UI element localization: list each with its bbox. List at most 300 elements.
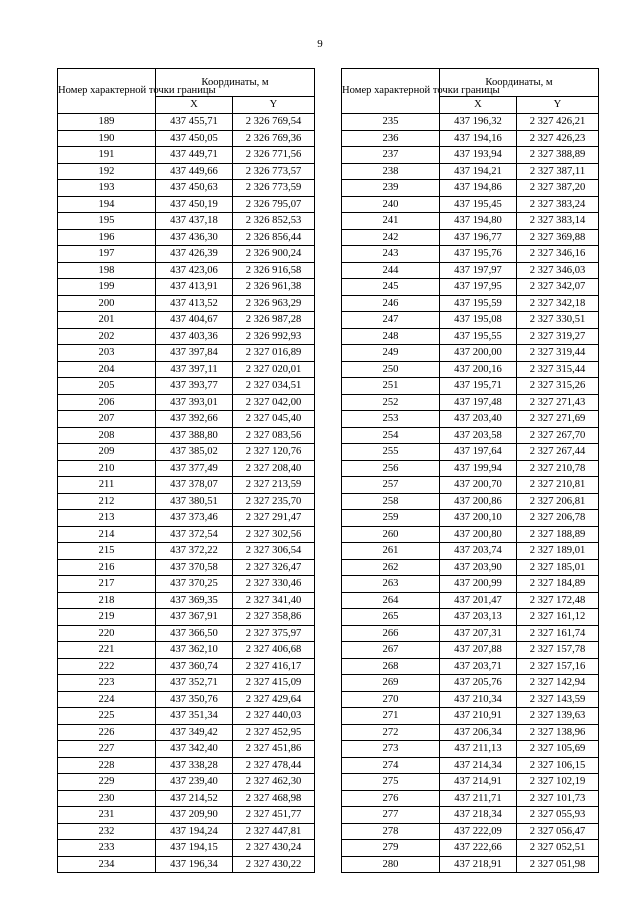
point-number-cell: 259 — [342, 510, 440, 527]
table-row — [342, 510, 599, 527]
point-number-cell: 191 — [58, 147, 156, 164]
point-number-cell: 225 — [58, 708, 156, 725]
x-coordinate-cell: 437 450,05 — [156, 130, 233, 147]
point-number-cell: 193 — [58, 180, 156, 197]
x-coordinate-cell: 437 197,48 — [440, 394, 517, 411]
x-coordinate-cell: 437 373,46 — [156, 510, 233, 527]
point-number-cell: 243 — [342, 246, 440, 263]
table-row — [342, 642, 599, 659]
table-row — [342, 378, 599, 395]
point-number-cell: 277 — [342, 807, 440, 824]
table-body-right — [342, 114, 599, 873]
table-row — [58, 691, 315, 708]
x-coordinate-cell: 437 197,97 — [440, 262, 517, 279]
table-row — [342, 295, 599, 312]
y-coordinate-cell: 2 327 315,44 — [517, 361, 599, 378]
x-coordinate-cell: 437 195,45 — [440, 196, 517, 213]
x-coordinate-cell: 437 369,35 — [156, 592, 233, 609]
point-number-cell: 255 — [342, 444, 440, 461]
table-row — [342, 741, 599, 758]
y-coordinate-cell: 2 327 451,77 — [233, 807, 315, 824]
x-coordinate-cell: 437 436,30 — [156, 229, 233, 246]
point-number-cell: 190 — [58, 130, 156, 147]
point-number-cell: 211 — [58, 477, 156, 494]
y-coordinate-cell: 2 327 342,18 — [517, 295, 599, 312]
x-coordinate-cell: 437 423,06 — [156, 262, 233, 279]
table-row — [342, 576, 599, 593]
y-coordinate-cell: 2 327 139,63 — [517, 708, 599, 725]
x-coordinate-cell: 437 380,51 — [156, 493, 233, 510]
table-row — [342, 724, 599, 741]
point-number-cell: 256 — [342, 460, 440, 477]
x-coordinate-cell: 437 378,07 — [156, 477, 233, 494]
table-row — [58, 444, 315, 461]
x-coordinate-cell: 437 200,10 — [440, 510, 517, 527]
y-coordinate-cell: 2 327 387,20 — [517, 180, 599, 197]
table-row — [58, 427, 315, 444]
y-coordinate-cell: 2 327 426,21 — [517, 114, 599, 131]
y-coordinate-cell: 2 327 271,43 — [517, 394, 599, 411]
header-point-number: Номер характерной точки границы — [58, 69, 156, 114]
x-coordinate-cell: 437 196,77 — [440, 229, 517, 246]
y-coordinate-cell: 2 327 388,89 — [517, 147, 599, 164]
point-number-cell: 279 — [342, 840, 440, 857]
table-row — [342, 658, 599, 675]
y-coordinate-cell: 2 327 415,09 — [233, 675, 315, 692]
y-coordinate-cell: 2 327 306,54 — [233, 543, 315, 560]
table-row — [58, 774, 315, 791]
point-number-cell: 245 — [342, 279, 440, 296]
y-coordinate-cell: 2 327 267,44 — [517, 444, 599, 461]
table-row — [58, 708, 315, 725]
table-row — [58, 262, 315, 279]
table-row — [58, 163, 315, 180]
point-number-cell: 232 — [58, 823, 156, 840]
point-number-cell: 257 — [342, 477, 440, 494]
table-row — [342, 130, 599, 147]
table-row — [342, 246, 599, 263]
x-coordinate-cell: 437 211,71 — [440, 790, 517, 807]
y-coordinate-cell: 2 327 185,01 — [517, 559, 599, 576]
table-row — [342, 411, 599, 428]
y-coordinate-cell: 2 327 157,16 — [517, 658, 599, 675]
point-number-cell: 274 — [342, 757, 440, 774]
y-coordinate-cell: 2 327 315,26 — [517, 378, 599, 395]
x-coordinate-cell: 437 200,16 — [440, 361, 517, 378]
table-row — [342, 691, 599, 708]
point-number-cell: 215 — [58, 543, 156, 560]
point-number-cell: 235 — [342, 114, 440, 131]
y-coordinate-cell: 2 327 016,89 — [233, 345, 315, 362]
point-number-cell: 223 — [58, 675, 156, 692]
y-coordinate-cell: 2 327 105,69 — [517, 741, 599, 758]
x-coordinate-cell: 437 218,91 — [440, 856, 517, 873]
point-number-cell: 219 — [58, 609, 156, 626]
x-coordinate-cell: 437 370,25 — [156, 576, 233, 593]
x-coordinate-cell: 437 207,88 — [440, 642, 517, 659]
point-number-cell: 242 — [342, 229, 440, 246]
table-row — [342, 427, 599, 444]
x-coordinate-cell: 437 367,91 — [156, 609, 233, 626]
y-coordinate-cell: 2 327 142,94 — [517, 675, 599, 692]
point-number-cell: 207 — [58, 411, 156, 428]
point-number-cell: 221 — [58, 642, 156, 659]
point-number-cell: 198 — [58, 262, 156, 279]
y-coordinate-cell: 2 327 330,46 — [233, 576, 315, 593]
x-coordinate-cell: 437 210,91 — [440, 708, 517, 725]
y-coordinate-cell: 2 327 369,88 — [517, 229, 599, 246]
y-coordinate-cell: 2 327 387,11 — [517, 163, 599, 180]
point-number-cell: 218 — [58, 592, 156, 609]
table-row — [342, 592, 599, 609]
header-x: X — [440, 97, 517, 114]
point-number-cell: 200 — [58, 295, 156, 312]
x-coordinate-cell: 437 413,91 — [156, 279, 233, 296]
x-coordinate-cell: 437 404,67 — [156, 312, 233, 329]
table-row — [58, 559, 315, 576]
x-coordinate-cell: 437 377,49 — [156, 460, 233, 477]
point-number-cell: 206 — [58, 394, 156, 411]
y-coordinate-cell: 2 326 773,57 — [233, 163, 315, 180]
y-coordinate-cell: 2 327 330,51 — [517, 312, 599, 329]
table-row — [58, 807, 315, 824]
x-coordinate-cell: 437 342,40 — [156, 741, 233, 758]
point-number-cell: 210 — [58, 460, 156, 477]
y-coordinate-cell: 2 327 045,40 — [233, 411, 315, 428]
table-row — [58, 477, 315, 494]
x-coordinate-cell: 437 195,08 — [440, 312, 517, 329]
x-coordinate-cell: 437 196,32 — [440, 114, 517, 131]
x-coordinate-cell: 437 206,34 — [440, 724, 517, 741]
coordinates-table-left — [57, 68, 315, 873]
table-row — [342, 163, 599, 180]
point-number-cell: 195 — [58, 213, 156, 230]
x-coordinate-cell: 437 388,80 — [156, 427, 233, 444]
x-coordinate-cell: 437 194,86 — [440, 180, 517, 197]
point-number-cell: 254 — [342, 427, 440, 444]
x-coordinate-cell: 437 338,28 — [156, 757, 233, 774]
point-number-cell: 272 — [342, 724, 440, 741]
y-coordinate-cell: 2 326 992,93 — [233, 328, 315, 345]
table-row — [58, 114, 315, 131]
x-coordinate-cell: 437 385,02 — [156, 444, 233, 461]
y-coordinate-cell: 2 326 900,24 — [233, 246, 315, 263]
y-coordinate-cell: 2 326 961,38 — [233, 279, 315, 296]
table-row — [58, 543, 315, 560]
point-number-cell: 220 — [58, 625, 156, 642]
point-number-cell: 214 — [58, 526, 156, 543]
point-number-cell: 229 — [58, 774, 156, 791]
y-coordinate-cell: 2 326 916,58 — [233, 262, 315, 279]
y-coordinate-cell: 2 327 052,51 — [517, 840, 599, 857]
table-row — [58, 394, 315, 411]
x-coordinate-cell: 437 222,66 — [440, 840, 517, 857]
y-coordinate-cell: 2 327 452,95 — [233, 724, 315, 741]
y-coordinate-cell: 2 327 055,93 — [517, 807, 599, 824]
x-coordinate-cell: 437 455,71 — [156, 114, 233, 131]
table-row — [342, 807, 599, 824]
y-coordinate-cell: 2 327 416,17 — [233, 658, 315, 675]
table-row — [58, 609, 315, 626]
table-row — [342, 196, 599, 213]
point-number-cell: 192 — [58, 163, 156, 180]
page-number: 9 — [317, 38, 323, 50]
y-coordinate-cell: 2 327 083,56 — [233, 427, 315, 444]
point-number-cell: 212 — [58, 493, 156, 510]
y-coordinate-cell: 2 326 773,59 — [233, 180, 315, 197]
x-coordinate-cell: 437 200,99 — [440, 576, 517, 593]
x-coordinate-cell: 437 214,52 — [156, 790, 233, 807]
point-number-cell: 233 — [58, 840, 156, 857]
y-coordinate-cell: 2 327 034,51 — [233, 378, 315, 395]
x-coordinate-cell: 437 239,40 — [156, 774, 233, 791]
x-coordinate-cell: 437 372,54 — [156, 526, 233, 543]
point-number-cell: 237 — [342, 147, 440, 164]
x-coordinate-cell: 437 349,42 — [156, 724, 233, 741]
point-number-cell: 226 — [58, 724, 156, 741]
y-coordinate-cell: 2 326 771,56 — [233, 147, 315, 164]
table-row — [342, 345, 599, 362]
table-row — [58, 328, 315, 345]
table-row — [58, 361, 315, 378]
point-number-cell: 265 — [342, 609, 440, 626]
table-row — [58, 213, 315, 230]
table-row — [58, 658, 315, 675]
table-row — [342, 147, 599, 164]
y-coordinate-cell: 2 327 326,47 — [233, 559, 315, 576]
x-coordinate-cell: 437 203,40 — [440, 411, 517, 428]
y-coordinate-cell: 2 327 210,78 — [517, 460, 599, 477]
x-coordinate-cell: 437 195,55 — [440, 328, 517, 345]
point-number-cell: 202 — [58, 328, 156, 345]
y-coordinate-cell: 2 327 208,40 — [233, 460, 315, 477]
point-number-cell: 230 — [58, 790, 156, 807]
point-number-cell: 258 — [342, 493, 440, 510]
point-number-cell: 227 — [58, 741, 156, 758]
point-number-cell: 209 — [58, 444, 156, 461]
table-row — [58, 196, 315, 213]
x-coordinate-cell: 437 199,94 — [440, 460, 517, 477]
y-coordinate-cell: 2 327 235,70 — [233, 493, 315, 510]
x-coordinate-cell: 437 397,84 — [156, 345, 233, 362]
table-row — [58, 526, 315, 543]
point-number-cell: 216 — [58, 559, 156, 576]
x-coordinate-cell: 437 193,94 — [440, 147, 517, 164]
point-number-cell: 217 — [58, 576, 156, 593]
y-coordinate-cell: 2 326 963,29 — [233, 295, 315, 312]
x-coordinate-cell: 437 393,01 — [156, 394, 233, 411]
table-row — [342, 114, 599, 131]
x-coordinate-cell: 437 370,58 — [156, 559, 233, 576]
x-coordinate-cell: 437 362,10 — [156, 642, 233, 659]
table-body-left — [58, 114, 315, 873]
point-number-cell: 275 — [342, 774, 440, 791]
point-number-cell: 263 — [342, 576, 440, 593]
table-row — [342, 708, 599, 725]
header-coordinates: Координаты, м — [156, 69, 315, 97]
x-coordinate-cell: 437 350,76 — [156, 691, 233, 708]
y-coordinate-cell: 2 326 987,28 — [233, 312, 315, 329]
x-coordinate-cell: 437 200,80 — [440, 526, 517, 543]
table-row — [342, 675, 599, 692]
y-coordinate-cell: 2 327 267,70 — [517, 427, 599, 444]
y-coordinate-cell: 2 327 406,68 — [233, 642, 315, 659]
table-row — [58, 460, 315, 477]
point-number-cell: 197 — [58, 246, 156, 263]
y-coordinate-cell: 2 327 271,69 — [517, 411, 599, 428]
point-number-cell: 267 — [342, 642, 440, 659]
table-row — [342, 625, 599, 642]
y-coordinate-cell: 2 327 056,47 — [517, 823, 599, 840]
point-number-cell: 247 — [342, 312, 440, 329]
table-row — [58, 378, 315, 395]
x-coordinate-cell: 437 352,71 — [156, 675, 233, 692]
point-number-cell: 241 — [342, 213, 440, 230]
table-row — [342, 526, 599, 543]
y-coordinate-cell: 2 327 358,86 — [233, 609, 315, 626]
table-row — [58, 493, 315, 510]
x-coordinate-cell: 437 450,63 — [156, 180, 233, 197]
table-row — [342, 213, 599, 230]
table-row — [342, 444, 599, 461]
table-row — [342, 757, 599, 774]
x-coordinate-cell: 437 196,34 — [156, 856, 233, 873]
x-coordinate-cell: 437 195,76 — [440, 246, 517, 263]
point-number-cell: 253 — [342, 411, 440, 428]
x-coordinate-cell: 437 392,66 — [156, 411, 233, 428]
table-row — [342, 840, 599, 857]
x-coordinate-cell: 437 393,77 — [156, 378, 233, 395]
point-number-cell: 240 — [342, 196, 440, 213]
x-coordinate-cell: 437 209,90 — [156, 807, 233, 824]
table-row — [342, 312, 599, 329]
point-number-cell: 231 — [58, 807, 156, 824]
point-number-cell: 205 — [58, 378, 156, 395]
y-coordinate-cell: 2 326 856,44 — [233, 229, 315, 246]
y-coordinate-cell: 2 326 769,54 — [233, 114, 315, 131]
x-coordinate-cell: 437 449,66 — [156, 163, 233, 180]
point-number-cell: 271 — [342, 708, 440, 725]
point-number-cell: 236 — [342, 130, 440, 147]
y-coordinate-cell: 2 327 430,24 — [233, 840, 315, 857]
point-number-cell: 261 — [342, 543, 440, 560]
y-coordinate-cell: 2 327 161,12 — [517, 609, 599, 626]
point-number-cell: 249 — [342, 345, 440, 362]
x-coordinate-cell: 437 200,00 — [440, 345, 517, 362]
x-coordinate-cell: 437 218,34 — [440, 807, 517, 824]
x-coordinate-cell: 437 222,09 — [440, 823, 517, 840]
y-coordinate-cell: 2 327 346,16 — [517, 246, 599, 263]
x-coordinate-cell: 437 203,13 — [440, 609, 517, 626]
point-number-cell: 204 — [58, 361, 156, 378]
x-coordinate-cell: 437 426,39 — [156, 246, 233, 263]
y-coordinate-cell: 2 327 051,98 — [517, 856, 599, 873]
point-number-cell: 252 — [342, 394, 440, 411]
table-row — [342, 856, 599, 873]
table-row — [58, 510, 315, 527]
y-coordinate-cell: 2 327 451,86 — [233, 741, 315, 758]
point-number-cell: 234 — [58, 856, 156, 873]
y-coordinate-cell: 2 327 462,30 — [233, 774, 315, 791]
x-coordinate-cell: 437 210,34 — [440, 691, 517, 708]
table-row — [342, 394, 599, 411]
y-coordinate-cell: 2 327 319,27 — [517, 328, 599, 345]
table-row — [58, 312, 315, 329]
y-coordinate-cell: 2 326 795,07 — [233, 196, 315, 213]
y-coordinate-cell: 2 327 188,89 — [517, 526, 599, 543]
table-row — [58, 790, 315, 807]
x-coordinate-cell: 437 194,15 — [156, 840, 233, 857]
point-number-cell: 273 — [342, 741, 440, 758]
x-coordinate-cell: 437 201,47 — [440, 592, 517, 609]
y-coordinate-cell: 2 327 429,64 — [233, 691, 315, 708]
point-number-cell: 251 — [342, 378, 440, 395]
point-number-cell: 208 — [58, 427, 156, 444]
point-number-cell: 278 — [342, 823, 440, 840]
x-coordinate-cell: 437 449,71 — [156, 147, 233, 164]
point-number-cell: 264 — [342, 592, 440, 609]
x-coordinate-cell: 437 197,95 — [440, 279, 517, 296]
y-coordinate-cell: 2 327 375,97 — [233, 625, 315, 642]
table-row — [58, 592, 315, 609]
y-coordinate-cell: 2 327 319,44 — [517, 345, 599, 362]
y-coordinate-cell: 2 327 213,59 — [233, 477, 315, 494]
x-coordinate-cell: 437 207,31 — [440, 625, 517, 642]
table-row — [58, 279, 315, 296]
table-row — [58, 642, 315, 659]
x-coordinate-cell: 437 197,64 — [440, 444, 517, 461]
point-number-cell: 268 — [342, 658, 440, 675]
table-row — [58, 625, 315, 642]
table-row — [58, 823, 315, 840]
x-coordinate-cell: 437 203,71 — [440, 658, 517, 675]
y-coordinate-cell: 2 327 468,98 — [233, 790, 315, 807]
x-coordinate-cell: 437 203,74 — [440, 543, 517, 560]
x-coordinate-cell: 437 397,11 — [156, 361, 233, 378]
x-coordinate-cell: 437 195,71 — [440, 378, 517, 395]
y-coordinate-cell: 2 327 346,03 — [517, 262, 599, 279]
table-row — [58, 295, 315, 312]
x-coordinate-cell: 437 211,13 — [440, 741, 517, 758]
table-row — [58, 130, 315, 147]
x-coordinate-cell: 437 360,74 — [156, 658, 233, 675]
x-coordinate-cell: 437 195,59 — [440, 295, 517, 312]
point-number-cell: 203 — [58, 345, 156, 362]
point-number-cell: 270 — [342, 691, 440, 708]
point-number-cell: 262 — [342, 559, 440, 576]
table-row — [58, 724, 315, 741]
point-number-cell: 246 — [342, 295, 440, 312]
y-coordinate-cell: 2 327 172,48 — [517, 592, 599, 609]
y-coordinate-cell: 2 327 426,23 — [517, 130, 599, 147]
point-number-cell: 194 — [58, 196, 156, 213]
table-row — [342, 279, 599, 296]
point-number-cell: 280 — [342, 856, 440, 873]
y-coordinate-cell: 2 327 342,07 — [517, 279, 599, 296]
table-row — [342, 361, 599, 378]
point-number-cell: 250 — [342, 361, 440, 378]
point-number-cell: 213 — [58, 510, 156, 527]
point-number-cell: 238 — [342, 163, 440, 180]
x-coordinate-cell: 437 437,18 — [156, 213, 233, 230]
x-coordinate-cell: 437 214,91 — [440, 774, 517, 791]
y-coordinate-cell: 2 327 189,01 — [517, 543, 599, 560]
x-coordinate-cell: 437 413,52 — [156, 295, 233, 312]
y-coordinate-cell: 2 327 184,89 — [517, 576, 599, 593]
y-coordinate-cell: 2 327 042,00 — [233, 394, 315, 411]
table-row — [342, 543, 599, 560]
x-coordinate-cell: 437 203,90 — [440, 559, 517, 576]
